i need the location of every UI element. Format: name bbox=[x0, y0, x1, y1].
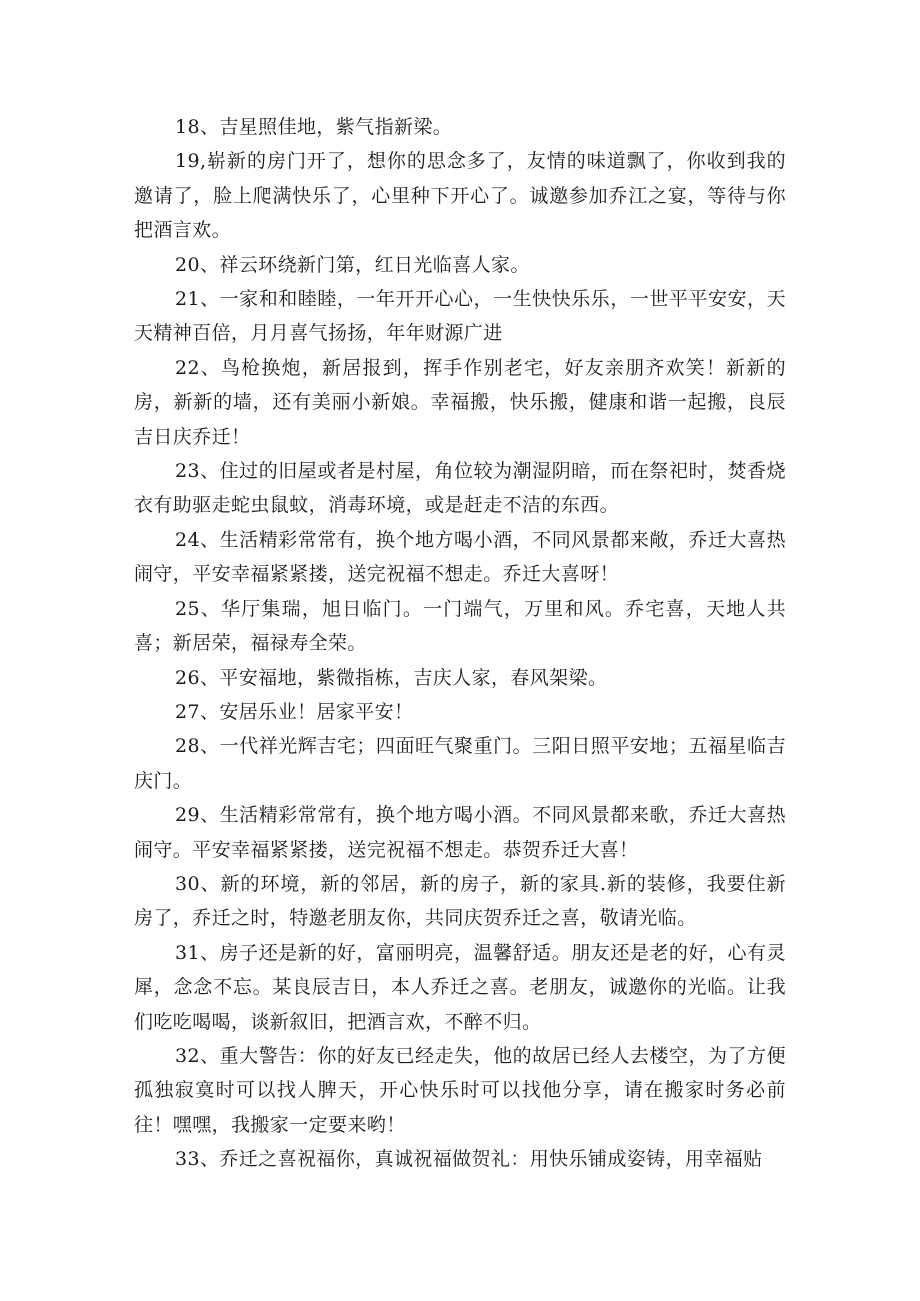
paragraph-27: 27、安居乐业！居家平安！ bbox=[175, 700, 414, 723]
paragraph-18: 18、吉星照佳地，紫气指新梁。 bbox=[175, 116, 453, 138]
paragraph-31: 31、房子还是新的好，富丽明亮，温馨舒适。朋友还是老的好，心有灵犀，念念不忘。某良辰吉日，本人乔迁之喜。老朋友，诚邀你的光临。让我们吃吃喝喝，谈新叙旧，把酒言欢，不醉不归。 bbox=[134, 941, 786, 1033]
paragraph-32: 32、重大警告：你的好友已经走失，他的故居已经人去楼空，为了方便孤独寂寞时可以找人脾天，开心快乐时可以找他分享，请在搬家时务必前往！嘿嘿，我搬家一定要来哟！ bbox=[134, 1044, 786, 1136]
paragraph-23: 23、住过的旧屋或者是村屋，角位较为潮湿阴暗，而在祭祀时，焚香烧衣有助驱走蛇虫鼠蚊，消毒环境，或是赶走不洁的东西。 bbox=[134, 460, 786, 517]
paragraph-24: 24、生活精彩常常有，换个地方喝小酒，不同风景都来敞，乔迁大喜热闹守，平安幸福紧紧搂，送完祝福不想走。乔迁大喜呀！ bbox=[134, 528, 786, 586]
document-body bbox=[134, 110, 786, 1177]
paragraph-21: 21、一家和和睦睦，一年开开心心，一生快快乐乐，一世平平安安，天天精神百倍，月月喜气扬扬，年年财源广进 bbox=[134, 288, 786, 345]
paragraph-29: 29、生活精彩常常有，换个地方喝小酒。不同风景都来歌，乔迁大喜热闹守。平安幸福紧紧搂，送完祝福不想走。恭贺乔迁大喜！ bbox=[134, 804, 786, 861]
paragraph-22: 22、鸟枪换炮，新居报到，挥手作别老宅，好友亲朋齐欢笑！新新的房，新新的墙，还有美丽小新娘。幸福搬，快乐搬，健康和谐一起搬，良辰吉日庆乔迁！ bbox=[134, 356, 786, 448]
paragraph-20: 20、祥云环绕新门第，红日光临喜人家。 bbox=[175, 253, 530, 276]
paragraph-33: 33、乔迁之喜祝福你，真诚祝福做贺礼：用快乐铺成姿铸，用幸福贴 bbox=[175, 1148, 763, 1171]
paragraph-30: 30、新的环境，新的邻居，新的房子，新的家具.新的装修，我要住新房了，乔迁之时，特邀老朋友你，共同庆贺乔迁之喜，敬请光临。 bbox=[134, 872, 786, 930]
paragraph-25: 25、华厅集瑞，旭日临门。一门端气，万里和风。乔宅喜，天地人共喜；新居荣，福禄寿全荣。 bbox=[134, 597, 786, 655]
paragraph-19: 19,崭新的房门开了，想你的思念多了，友情的味道飘了，你收到我的邀请了，脸上爬满快乐了，心里种下开心了。诚邀参加乔江之宴，等待与你把酒言欢。 bbox=[134, 150, 786, 242]
paragraph-26: 26、平安福地，紫微指栋，吉庆人家，春风架梁。 bbox=[175, 666, 608, 689]
paragraph-28: 28、一代祥光辉吉宅；四面旺气聚重门。三阳日照平安地；五福星临吉庆门。 bbox=[134, 735, 786, 792]
